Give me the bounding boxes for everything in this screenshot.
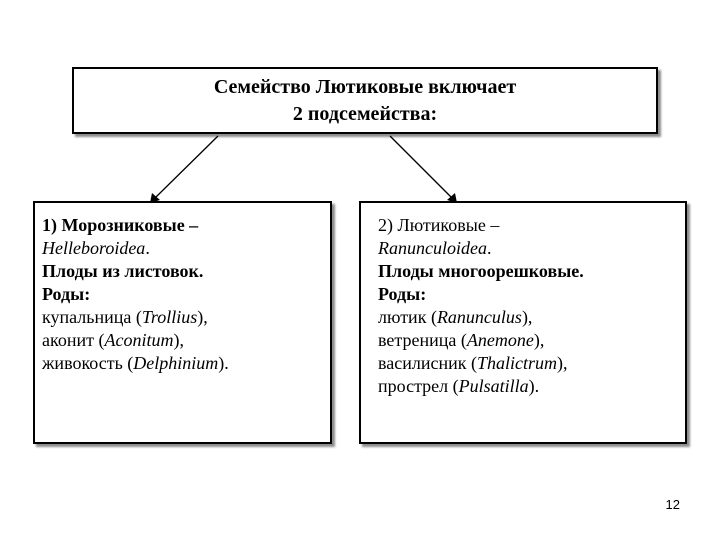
subfamily-box-helleboroideae: [33, 201, 332, 444]
page-number: 12: [665, 497, 680, 512]
subfamily-box-ranunculoideae: [359, 201, 687, 444]
subfamily-heading: 1) Морозниковые –: [42, 215, 199, 235]
fruit-type: Плоды из листовок.: [42, 261, 204, 281]
genus-end: ).: [528, 376, 540, 396]
title-line-1: Семейство Лютиковые включает: [213, 76, 517, 98]
latin-name: Helleboroidea: [42, 238, 146, 258]
subfamily-heading: 2) Лютиковые –: [378, 215, 500, 235]
genera-label: Роды:: [378, 284, 427, 304]
fruit-type: Плоды многоорешковые.: [378, 261, 584, 281]
genus-ru: лютик: [378, 307, 427, 327]
genus-latin: Anemone: [466, 330, 534, 350]
genus-item: прострел (Pulsatilla).: [378, 376, 540, 396]
genus-end: ),: [533, 330, 545, 350]
genus-end: ),: [557, 353, 568, 373]
genus-ru: василисник: [378, 353, 467, 373]
genus-ru: купальница: [42, 307, 132, 327]
genus-end: ),: [197, 307, 208, 327]
genus-latin: Ranunculus: [436, 307, 522, 327]
genus-ru: прострел: [378, 376, 449, 396]
genus-ru: аконит: [42, 330, 94, 350]
genus-latin: Aconitum: [104, 330, 174, 350]
genus-item: живокость (Delphinium).: [42, 353, 229, 373]
genus-item: купальница (Trollius),: [42, 307, 208, 327]
genus-item: лютик (Ranunculus),: [378, 307, 533, 327]
right-arrow-line: [390, 136, 451, 197]
genus-latin: Pulsatilla: [458, 376, 529, 396]
genera-label: Роды:: [42, 284, 91, 304]
title-line-2: 2 подсемейства:: [292, 103, 438, 125]
genus-latin: Trollius: [141, 307, 198, 327]
genus-end: ),: [173, 330, 184, 350]
genus-item: аконит (Aconitum),: [42, 330, 184, 350]
family-box: [72, 67, 658, 134]
genus-latin: Thalictrum: [477, 353, 558, 373]
genus-ru: ветреница: [378, 330, 457, 350]
genus-item: василисник (Thalictrum),: [378, 353, 568, 373]
left-arrow-line: [156, 136, 218, 197]
latin-name: Ranunculoidea: [378, 238, 487, 258]
subfamily-latin: Ranunculoidea.: [378, 238, 492, 258]
genus-ru: живокость: [42, 353, 123, 373]
genus-latin: Delphinium: [133, 353, 219, 373]
genus-end: ),: [521, 307, 533, 327]
genus-item: ветреница (Anemone),: [378, 330, 545, 350]
genus-end: ).: [218, 353, 229, 373]
subfamily-latin: Helleboroidea.: [42, 238, 150, 258]
